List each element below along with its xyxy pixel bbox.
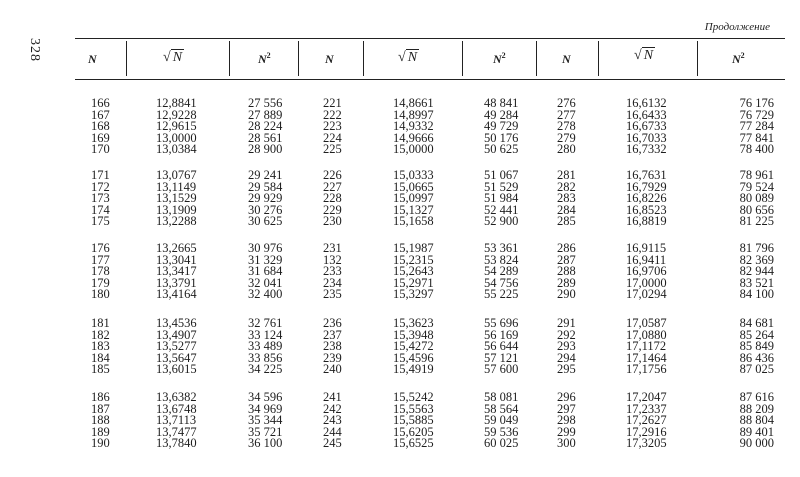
cell-square: 32 400 (248, 287, 283, 302)
header-divider (126, 41, 127, 76)
cell-n: 276 (557, 96, 576, 110)
table-column (393, 243, 443, 301)
cell-n: 182 (91, 327, 110, 342)
cell-square: 80 089 (739, 191, 774, 206)
table-column (156, 170, 206, 228)
cell-n: 224 (323, 130, 342, 145)
cell-square: 90 000 (739, 436, 774, 451)
cell-sqrt: 17,2047 (626, 390, 667, 404)
cell-sqrt: 13,7113 (156, 413, 197, 428)
cell-sqrt: 15,1987 (393, 241, 434, 255)
page-number: 328 (27, 38, 42, 62)
cell-n: 292 (557, 327, 576, 342)
table-column (156, 98, 206, 156)
cell-sqrt: 17,2916 (626, 424, 667, 439)
cell-square: 85 849 (739, 339, 774, 354)
cell-n: 281 (557, 168, 576, 182)
cell-n: 278 (557, 119, 576, 134)
header-divider (363, 41, 364, 76)
cell-sqrt: 15,4272 (393, 339, 434, 354)
cell-square: 55 696 (484, 316, 519, 330)
cell-n: 291 (557, 316, 576, 330)
table-column (393, 170, 443, 228)
cell-square: 78 961 (739, 168, 774, 182)
table-column (626, 392, 676, 450)
cell-sqrt: 15,3948 (393, 327, 434, 342)
cell-n: 280 (557, 142, 576, 157)
cell-square: 79 524 (739, 179, 774, 194)
cell-n: 171 (91, 168, 110, 182)
cell-square: 33 856 (248, 350, 283, 365)
cell-n: 166 (91, 96, 110, 110)
cell-sqrt: 15,0000 (393, 142, 434, 157)
cell-n: 184 (91, 350, 110, 365)
cell-n: 239 (323, 350, 342, 365)
cell-square: 60 025 (484, 436, 519, 451)
cell-sqrt: 17,1756 (626, 362, 667, 377)
table-top-rule (75, 38, 785, 39)
cell-square: 31 329 (248, 252, 283, 267)
header-divider (462, 41, 463, 76)
table-column (626, 170, 676, 228)
cell-square: 35 344 (248, 413, 283, 428)
cell-n: 243 (323, 413, 342, 428)
cell-sqrt: 13,4536 (156, 316, 197, 330)
cell-n: 295 (557, 362, 576, 377)
cell-n: 231 (323, 241, 342, 255)
cell-sqrt: 15,4919 (393, 362, 434, 377)
cell-sqrt: 13,7840 (156, 436, 197, 451)
cell-n: 178 (91, 264, 110, 279)
table-column (484, 170, 529, 228)
cell-square: 51 984 (484, 191, 519, 206)
cell-sqrt: 16,6433 (626, 107, 667, 122)
cell-n: 290 (557, 287, 576, 302)
table-column (323, 170, 343, 228)
cell-square: 86 436 (739, 350, 774, 365)
cell-n: 289 (557, 275, 576, 290)
cell-square: 34 225 (248, 362, 283, 377)
cell-sqrt: 17,1172 (626, 339, 667, 354)
table-column (156, 318, 206, 376)
cell-sqrt: 15,6205 (393, 424, 434, 439)
cell-square: 77 841 (739, 130, 774, 145)
table-column (484, 243, 529, 301)
table-column (484, 318, 529, 376)
cell-square: 28 900 (248, 142, 283, 157)
cell-square: 82 944 (739, 264, 774, 279)
cell-n: 279 (557, 130, 576, 145)
cell-square: 48 841 (484, 96, 519, 110)
cell-n: 223 (323, 119, 342, 134)
table-column (91, 98, 111, 156)
table-column (248, 392, 293, 450)
cell-square: 28 561 (248, 130, 283, 145)
cell-square: 54 756 (484, 275, 519, 290)
table-column (323, 318, 343, 376)
cell-sqrt: 15,6525 (393, 436, 434, 451)
table-column (393, 318, 443, 376)
cell-square: 33 489 (248, 339, 283, 354)
table-column (156, 392, 206, 450)
cell-n: 282 (557, 179, 576, 194)
header-n-squared: $N^2$ (258, 51, 271, 66)
table-column (729, 98, 774, 156)
cell-sqrt: 16,6132 (626, 96, 667, 110)
cell-square: 56 169 (484, 327, 519, 342)
cell-sqrt: 16,8819 (626, 214, 667, 229)
cell-sqrt: 15,2971 (393, 275, 434, 290)
cell-n: 189 (91, 424, 110, 439)
table-column (557, 170, 577, 228)
cell-square: 32 761 (248, 316, 283, 330)
cell-square: 52 900 (484, 214, 519, 229)
cell-n: 244 (323, 424, 342, 439)
cell-n: 240 (323, 362, 342, 377)
cell-sqrt: 13,1909 (156, 202, 197, 217)
cell-square: 53 361 (484, 241, 519, 255)
cell-square: 30 976 (248, 241, 283, 255)
table-column (248, 98, 293, 156)
cell-sqrt: 13,0767 (156, 168, 197, 182)
cell-n: 168 (91, 119, 110, 134)
table-column (248, 318, 293, 376)
cell-square: 80 656 (739, 202, 774, 217)
cell-square: 57 121 (484, 350, 519, 365)
cell-sqrt: 16,9411 (626, 252, 667, 267)
cell-sqrt: 13,2665 (156, 241, 197, 255)
cell-square: 34 969 (248, 401, 283, 416)
cell-n: 190 (91, 436, 110, 451)
cell-n: 300 (557, 436, 576, 451)
cell-square: 81 796 (739, 241, 774, 255)
cell-sqrt: 17,0000 (626, 275, 667, 290)
table-column (557, 318, 577, 376)
cell-sqrt: 14,8661 (393, 96, 434, 110)
cell-square: 29 584 (248, 179, 283, 194)
cell-sqrt: 13,3417 (156, 264, 197, 279)
table-column (91, 243, 111, 301)
cell-square: 57 600 (484, 362, 519, 377)
cell-square: 87 616 (739, 390, 774, 404)
header-divider (598, 41, 599, 76)
cell-square: 28 224 (248, 119, 283, 134)
header-n: N (88, 52, 97, 66)
table-column (248, 170, 293, 228)
table-column (393, 392, 443, 450)
cell-n: 298 (557, 413, 576, 428)
cell-n: 186 (91, 390, 110, 404)
cell-n: 245 (323, 436, 342, 451)
cell-square: 32 041 (248, 275, 283, 290)
cell-sqrt: 15,2643 (393, 264, 434, 279)
cell-sqrt: 15,0997 (393, 191, 434, 206)
cell-square: 30 625 (248, 214, 283, 229)
cell-square: 87 025 (739, 362, 774, 377)
cell-square: 51 067 (484, 168, 519, 182)
cell-sqrt: 13,4907 (156, 327, 197, 342)
cell-square: 82 369 (739, 252, 774, 267)
table-column (626, 318, 676, 376)
table-column (557, 392, 577, 450)
cell-sqrt: 13,3791 (156, 275, 197, 290)
cell-square: 35 721 (248, 424, 283, 439)
cell-sqrt: 16,9115 (626, 241, 667, 255)
cell-n: 236 (323, 316, 342, 330)
header-divider (536, 41, 537, 76)
table-column (248, 243, 293, 301)
cell-sqrt: 16,7332 (626, 142, 667, 157)
table-column (626, 98, 676, 156)
cell-n: 286 (557, 241, 576, 255)
header-sqrt-n: √ N (634, 48, 654, 63)
cell-sqrt: 17,0587 (626, 316, 667, 330)
cell-n: 132 (323, 252, 342, 267)
cell-n: 222 (323, 107, 342, 122)
header-divider (298, 41, 299, 76)
header-n: N (562, 52, 571, 66)
cell-sqrt: 13,6748 (156, 401, 197, 416)
table-column (729, 170, 774, 228)
table-column (156, 243, 206, 301)
cell-square: 51 529 (484, 179, 519, 194)
table-column (626, 243, 676, 301)
cell-sqrt: 13,3041 (156, 252, 197, 267)
cell-square: 52 441 (484, 202, 519, 217)
cell-n: 221 (323, 96, 342, 110)
cell-sqrt: 17,2627 (626, 413, 667, 428)
cell-n: 284 (557, 202, 576, 217)
cell-n: 176 (91, 241, 110, 255)
cell-sqrt: 17,2337 (626, 401, 667, 416)
cell-sqrt: 16,7033 (626, 130, 667, 145)
cell-n: 226 (323, 168, 342, 182)
cell-n: 233 (323, 264, 342, 279)
cell-sqrt: 15,5563 (393, 401, 434, 416)
cell-n: 183 (91, 339, 110, 354)
cell-n: 167 (91, 107, 110, 122)
cell-sqrt: 15,5885 (393, 413, 434, 428)
cell-square: 58 081 (484, 390, 519, 404)
cell-sqrt: 15,0333 (393, 168, 434, 182)
cell-square: 59 536 (484, 424, 519, 439)
cell-n: 296 (557, 390, 576, 404)
cell-square: 56 644 (484, 339, 519, 354)
cell-sqrt: 12,9228 (156, 107, 197, 122)
cell-n: 188 (91, 413, 110, 428)
cell-n: 179 (91, 275, 110, 290)
cell-n: 177 (91, 252, 110, 267)
cell-square: 53 824 (484, 252, 519, 267)
cell-sqrt: 13,1149 (156, 179, 197, 194)
cell-square: 76 729 (739, 107, 774, 122)
cell-square: 88 804 (739, 413, 774, 428)
table-column (323, 243, 343, 301)
header-n-squared: $N^2$ (493, 51, 506, 66)
cell-square: 50 625 (484, 142, 519, 157)
cell-sqrt: 16,7929 (626, 179, 667, 194)
cell-n: 229 (323, 202, 342, 217)
table-column (484, 98, 529, 156)
cell-n: 287 (557, 252, 576, 267)
table-column (393, 98, 443, 156)
cell-square: 31 684 (248, 264, 283, 279)
cell-sqrt: 17,1464 (626, 350, 667, 365)
cell-sqrt: 14,9666 (393, 130, 434, 145)
cell-square: 83 521 (739, 275, 774, 290)
cell-sqrt: 15,3297 (393, 287, 434, 302)
cell-sqrt: 13,7477 (156, 424, 197, 439)
cell-square: 27 556 (248, 96, 283, 110)
cell-sqrt: 15,5242 (393, 390, 434, 404)
cell-n: 288 (557, 264, 576, 279)
cell-n: 235 (323, 287, 342, 302)
table-column (323, 98, 343, 156)
header-sqrt-n: √ N (398, 50, 418, 65)
cell-sqrt: 16,8523 (626, 202, 667, 217)
cell-n: 174 (91, 202, 110, 217)
table-column (729, 243, 774, 301)
cell-sqrt: 15,1327 (393, 202, 434, 217)
cell-n: 299 (557, 424, 576, 439)
cell-sqrt: 16,6733 (626, 119, 667, 134)
cell-square: 84 681 (739, 316, 774, 330)
cell-square: 29 241 (248, 168, 283, 182)
cell-square: 59 049 (484, 413, 519, 428)
cell-sqrt: 13,0000 (156, 130, 197, 145)
cell-sqrt: 14,8997 (393, 107, 434, 122)
cell-n: 227 (323, 179, 342, 194)
cell-square: 49 729 (484, 119, 519, 134)
cell-n: 297 (557, 401, 576, 416)
cell-sqrt: 15,1658 (393, 214, 434, 229)
cell-sqrt: 15,0665 (393, 179, 434, 194)
cell-square: 88 209 (739, 401, 774, 416)
cell-square: 76 176 (739, 96, 774, 110)
cell-sqrt: 13,4164 (156, 287, 197, 302)
cell-square: 49 284 (484, 107, 519, 122)
cell-sqrt: 14,9332 (393, 119, 434, 134)
cell-square: 85 264 (739, 327, 774, 342)
table-column (557, 243, 577, 301)
cell-n: 181 (91, 316, 110, 330)
cell-sqrt: 15,3623 (393, 316, 434, 330)
cell-square: 81 225 (739, 214, 774, 229)
cell-n: 241 (323, 390, 342, 404)
cell-sqrt: 13,5647 (156, 350, 197, 365)
header-divider (697, 41, 698, 76)
cell-n: 172 (91, 179, 110, 194)
cell-square: 78 400 (739, 142, 774, 157)
cell-sqrt: 17,0294 (626, 287, 667, 302)
cell-sqrt: 16,7631 (626, 168, 667, 182)
cell-n: 238 (323, 339, 342, 354)
table-column (91, 318, 111, 376)
cell-square: 27 889 (248, 107, 283, 122)
cell-n: 242 (323, 401, 342, 416)
table-column (91, 170, 111, 228)
cell-square: 50 176 (484, 130, 519, 145)
cell-square: 55 225 (484, 287, 519, 302)
cell-sqrt: 16,9706 (626, 264, 667, 279)
cell-n: 234 (323, 275, 342, 290)
cell-n: 180 (91, 287, 110, 302)
continuation-label: Продолжение (704, 21, 770, 33)
cell-square: 84 100 (739, 287, 774, 302)
cell-n: 175 (91, 214, 110, 229)
table-column (729, 392, 774, 450)
cell-n: 237 (323, 327, 342, 342)
cell-sqrt: 13,5277 (156, 339, 197, 354)
cell-square: 58 564 (484, 401, 519, 416)
cell-sqrt: 15,4596 (393, 350, 434, 365)
cell-n: 294 (557, 350, 576, 365)
cell-square: 54 289 (484, 264, 519, 279)
cell-n: 230 (323, 214, 342, 229)
cell-sqrt: 13,1529 (156, 191, 197, 206)
cell-sqrt: 16,8226 (626, 191, 667, 206)
cell-square: 77 284 (739, 119, 774, 134)
cell-n: 277 (557, 107, 576, 122)
cell-n: 228 (323, 191, 342, 206)
cell-square: 33 124 (248, 327, 283, 342)
cell-square: 89 401 (739, 424, 774, 439)
cell-n: 185 (91, 362, 110, 377)
cell-sqrt: 12,9615 (156, 119, 197, 134)
cell-square: 30 276 (248, 202, 283, 217)
cell-sqrt: 13,6382 (156, 390, 197, 404)
table-column (729, 318, 774, 376)
cell-sqrt: 15,2315 (393, 252, 434, 267)
cell-sqrt: 17,0880 (626, 327, 667, 342)
header-sqrt-n: √ N (163, 50, 183, 65)
table-column (484, 392, 529, 450)
table-header-rule (75, 79, 785, 80)
header-n-squared: $N^2$ (732, 51, 745, 66)
cell-n: 285 (557, 214, 576, 229)
cell-n: 187 (91, 401, 110, 416)
cell-n: 225 (323, 142, 342, 157)
cell-square: 36 100 (248, 436, 283, 451)
table-column (91, 392, 111, 450)
table-column (323, 392, 343, 450)
cell-n: 173 (91, 191, 110, 206)
cell-n: 169 (91, 130, 110, 145)
cell-square: 34 596 (248, 390, 283, 404)
cell-n: 293 (557, 339, 576, 354)
cell-n: 170 (91, 142, 110, 157)
table-column (557, 98, 577, 156)
cell-sqrt: 13,6015 (156, 362, 197, 377)
header-divider (229, 41, 230, 76)
cell-sqrt: 12,8841 (156, 96, 197, 110)
header-n: N (325, 52, 334, 66)
cell-square: 29 929 (248, 191, 283, 206)
cell-n: 283 (557, 191, 576, 206)
cell-sqrt: 17,3205 (626, 436, 667, 451)
cell-sqrt: 13,2288 (156, 214, 197, 229)
cell-sqrt: 13,0384 (156, 142, 197, 157)
